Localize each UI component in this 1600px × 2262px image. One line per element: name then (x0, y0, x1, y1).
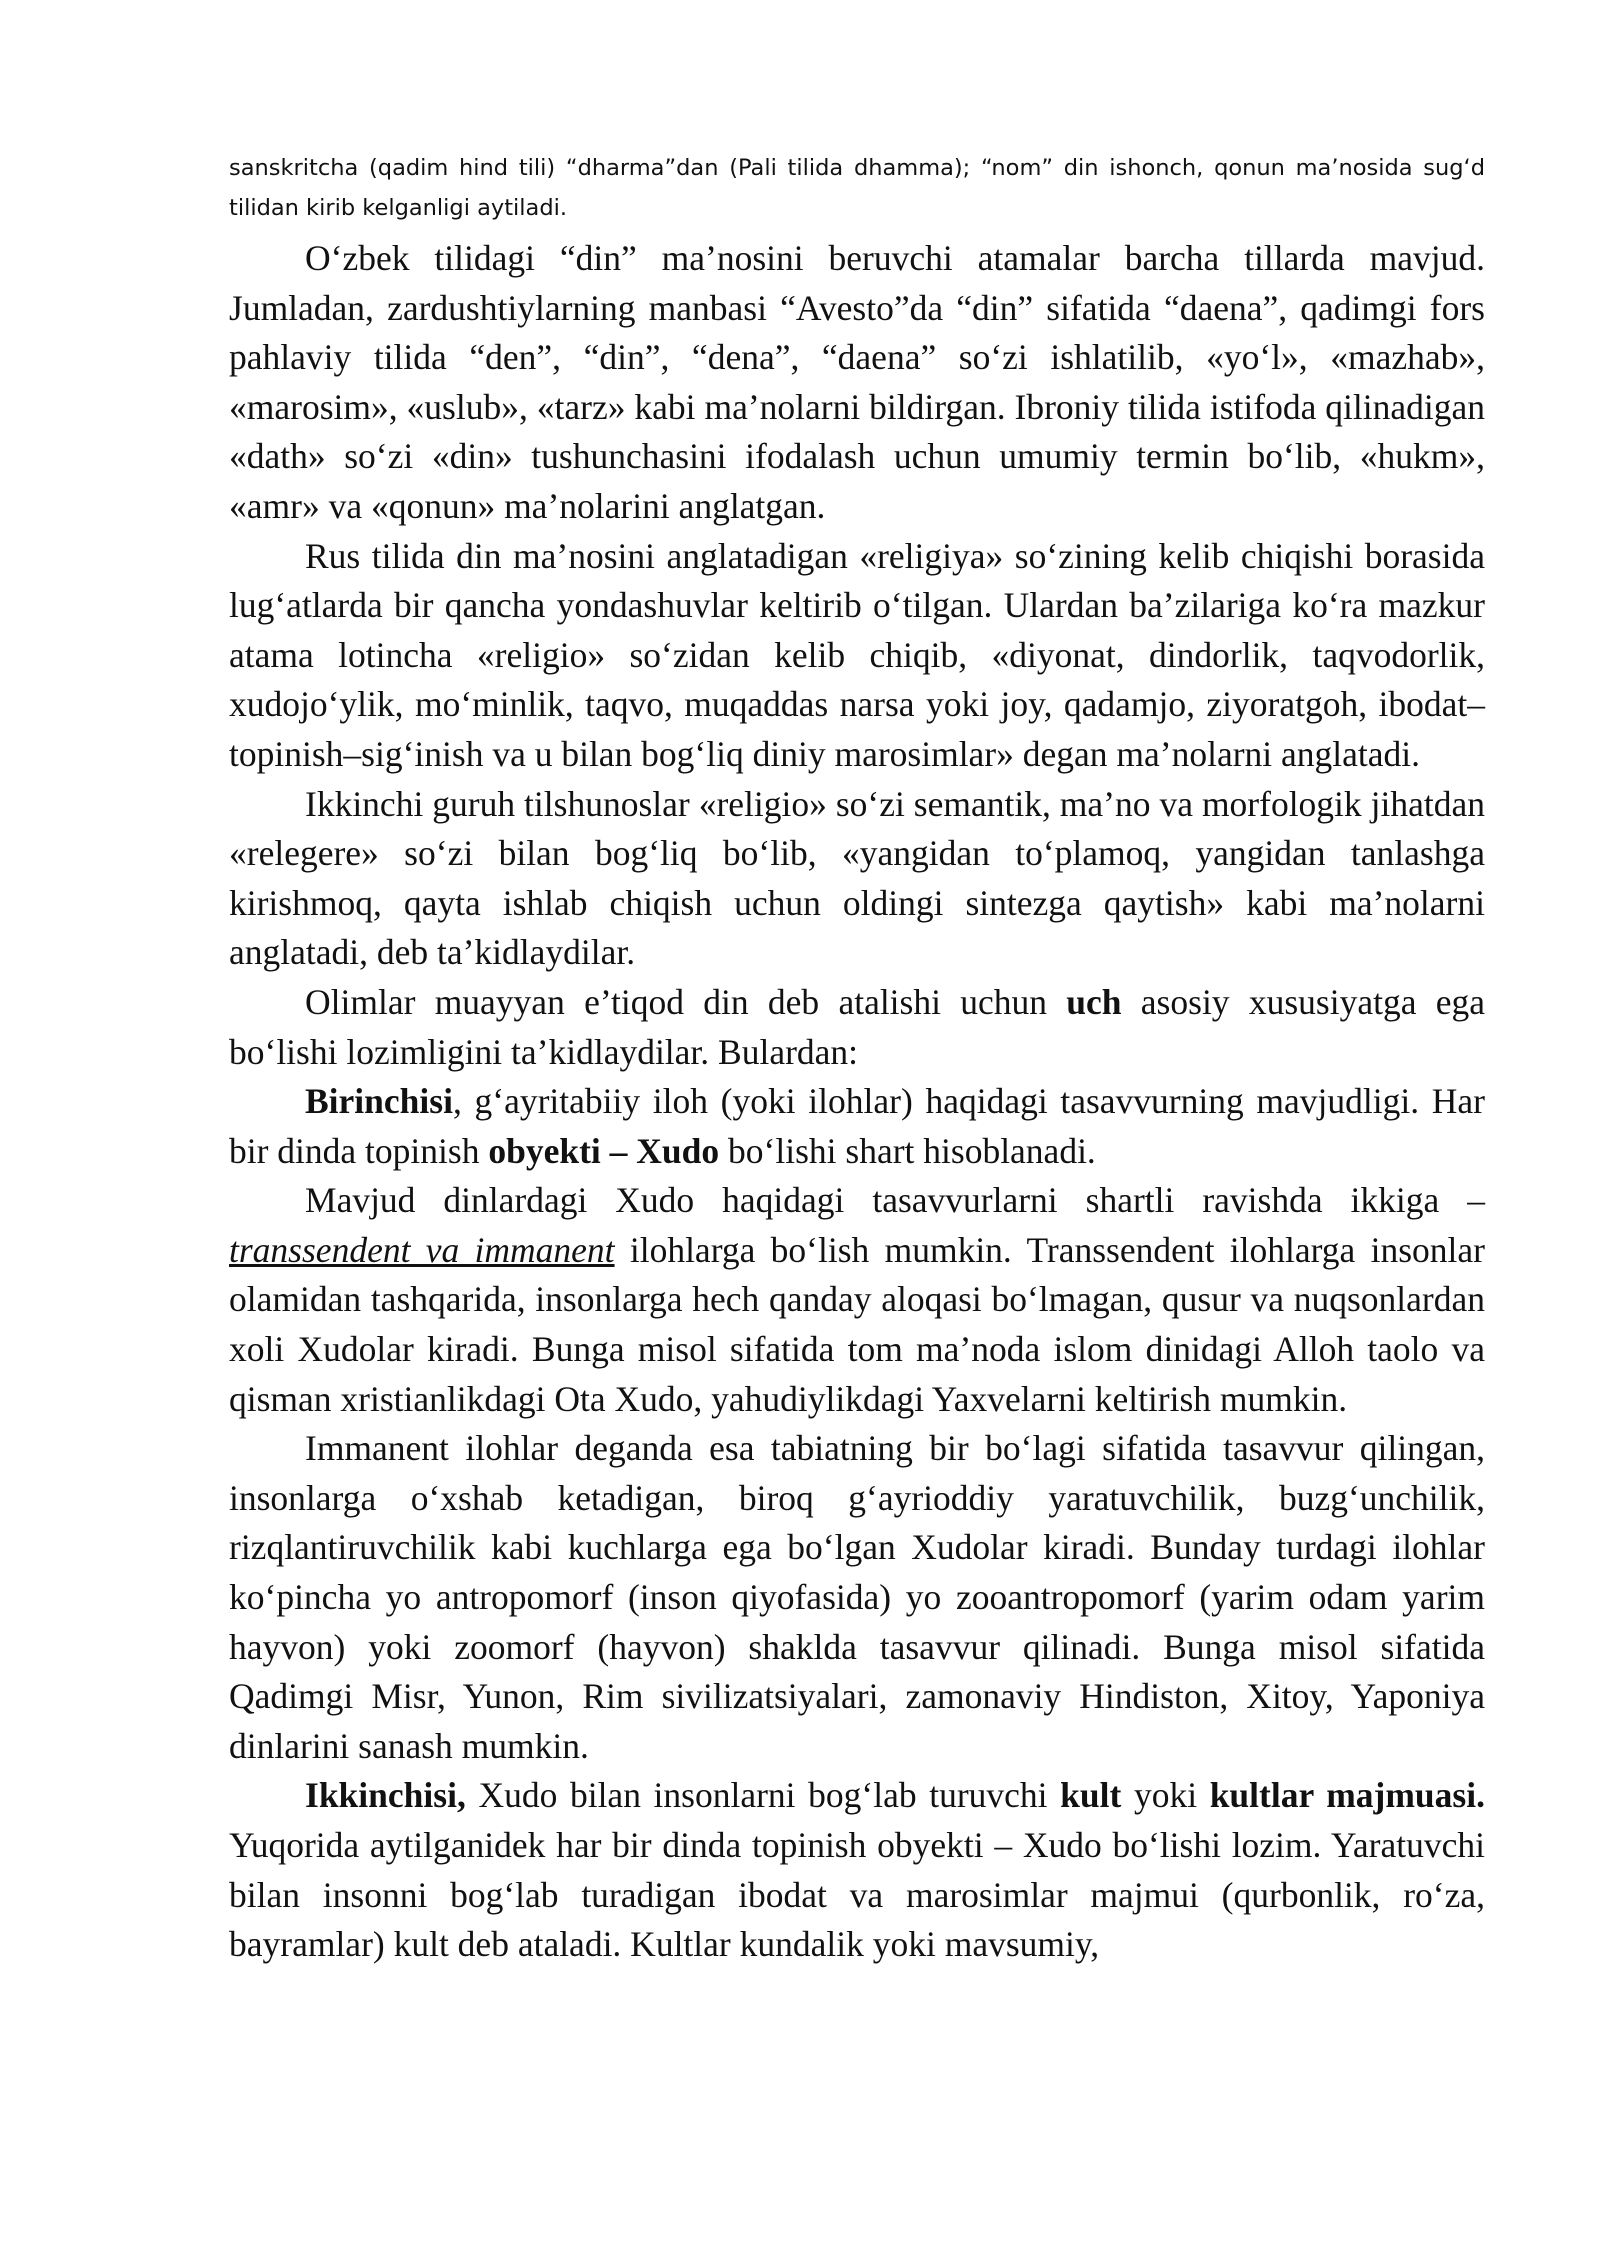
paragraph-second-feature (229, 1771, 1485, 1969)
main-text (229, 234, 1485, 1970)
paragraph-first-feature (229, 1077, 1485, 1176)
paragraph-three-features (229, 978, 1485, 1077)
text-run: ilohlarga bo‘lish mumkin. Transsendent ilohlarga insonlar olamidan tashqarida, insonlarga hech qanday aloqasi bo‘lmagan, qusur va nuqsonlardan xoli Xudolar kiradi. Bunga misol sifatida tom ma’noda islom dinidagi Alloh taolo va qisman xristianlikdagi Ota Xudo, yahudiylikdagi Yaxvelarni keltirish mumkin. (229, 1229, 1485, 1419)
italic-underlined-term: transsendent va immanent (229, 1229, 615, 1270)
bold-term-ikkinchisi: Ikkinchisi, (305, 1775, 466, 1816)
bold-term-obyekti-xudo: obyekti – Xudo (488, 1130, 720, 1171)
text-run: yoki (1121, 1775, 1210, 1816)
bold-term-kultlar-majmuasi: kultlar majmuasi. (1209, 1775, 1485, 1816)
paragraph-religiya-origin: Rus tilida din ma’nosini anglatadigan «religiya» so‘zining kelib chiqishi borasida lug‘atlarda bir qancha yondashuvlar keltirib o‘tilgan. Ulardan ba’zilariga ko‘ra mazkur atama lotincha «religio» so‘zidan kelib chiqib, «diyonat, dindorlik, taqvodorlik, xudojo‘ylik, mo‘minlik, taqvo, muqaddas narsa yoki joy, qadamjo, ziyoratgoh, ibodat–topinish–sig‘inish va u bilan bog‘liq diniy marosimlar» degan ma’nolarni anglatadi. (229, 535, 1485, 774)
text-run: bo‘lishi shart hisoblanadi. (719, 1130, 1096, 1171)
paragraph-relegere: Ikkinchi guruh tilshunoslar «religio» so‘zi semantik, ma’no va morfologik jihatdan «relegere» so‘zi bilan bog‘liq bo‘lib, «yangidan to‘plamoq, yangidan tanlashga kirishmoq, qayta ishlab chiqish uchun oldingi sintezga qaytish» kabi ma’nolarni anglatadi, deb ta’kidlaydilar. (229, 783, 1485, 973)
paragraph-din-etymology: O‘zbek tilidagi “din” ma’nosini beruvchi atamalar barcha tillarda mavjud. Jumladan, zardushtiylarning manbasi “Avesto”da “din” sifatida “daena”, qadimgi fors pahlaviy tilida “den”, “din”, “dena”, “daena” so‘zi ishlatilib, «yo‘l», «mazhab», «marosim», «uslub», «tarz» kabi ma’nolarni bildirgan. Ibroniy tilida istifoda qilinadigan «dath» so‘zi «din» tushunchasini ifodalash uchun umumiy termin bo‘lib, «hukm», «amr» va «qonun» ma’nolarini anglatgan. (229, 238, 1485, 526)
text-run: asosiy xususiyatga ega bo‘lishi lozimligini ta’kidlaydilar. Bulardan: (229, 981, 1485, 1072)
bold-term-uch: uch (1066, 981, 1122, 1022)
bold-term-birinchisi: Birinchisi (305, 1081, 453, 1122)
text-run: , g‘ayritabiiy iloh (yoki ilohlar) haqidagi tasavvurning mavjudligi. Har bir dinda topinish (229, 1081, 1485, 1171)
document-page (229, 148, 1485, 1970)
paragraph-transcendent-immanent (229, 1176, 1485, 1424)
bold-term-kult: kult (1060, 1775, 1122, 1816)
text-run: Olimlar muayyan e’tiqod din deb atalishi uchun (305, 981, 1067, 1022)
paragraph-immanent-gods: Immanent ilohlar deganda esa tabiatning bir bo‘lagi sifatida tasavvur qilingan, insonlarga o‘xshab ketadigan, biroq g‘ayrioddiy yaratuvchilik, buzg‘unchilik, rizqlantiruvchilik kabi kuchlarga ega bo‘lgan Xudolar kiradi. Bunday turdagi ilohlar ko‘pincha yo antropomorf (inson qiyofasida) yo zooantropomorf (yarim odam yarim hayvon) yoki zoomorf (hayvon) shaklda tasavvur qilinadi. Bunga misol sifatida Qadimgi Misr, Yunon, Rim sivilizatsiyalari, zamonaviy Hindiston, Xitoy, Yaponiya dinlarini sanash mumkin. (229, 1428, 1485, 1766)
text-run: Mavjud dinlardagi Xudo haqidagi tasavvurlarni shartli ravishda ikkiga – (305, 1180, 1485, 1221)
footnote-continuation: sanskritcha (qadim hind tili) “dharma”dan (Pali tilida dhamma); “nom” din ishonch, qonun ma’nosida sug‘d tilidan kirib kelganligi aytiladi. (229, 155, 1485, 221)
text-run: Xudo bilan insonlarni bog‘lab turuvchi (465, 1775, 1061, 1816)
text-run: Yuqorida aytilganidek har bir dinda topinish obyekti – Xudo bo‘lishi lozim. Yaratuvchi bilan insonni bog‘lab turadigan ibodat va marosimlar majmui (qurbonlik, ro‘za, bayramlar) kult deb ataladi. Kultlar kundalik yoki mavsumiy, (229, 1825, 1485, 1965)
